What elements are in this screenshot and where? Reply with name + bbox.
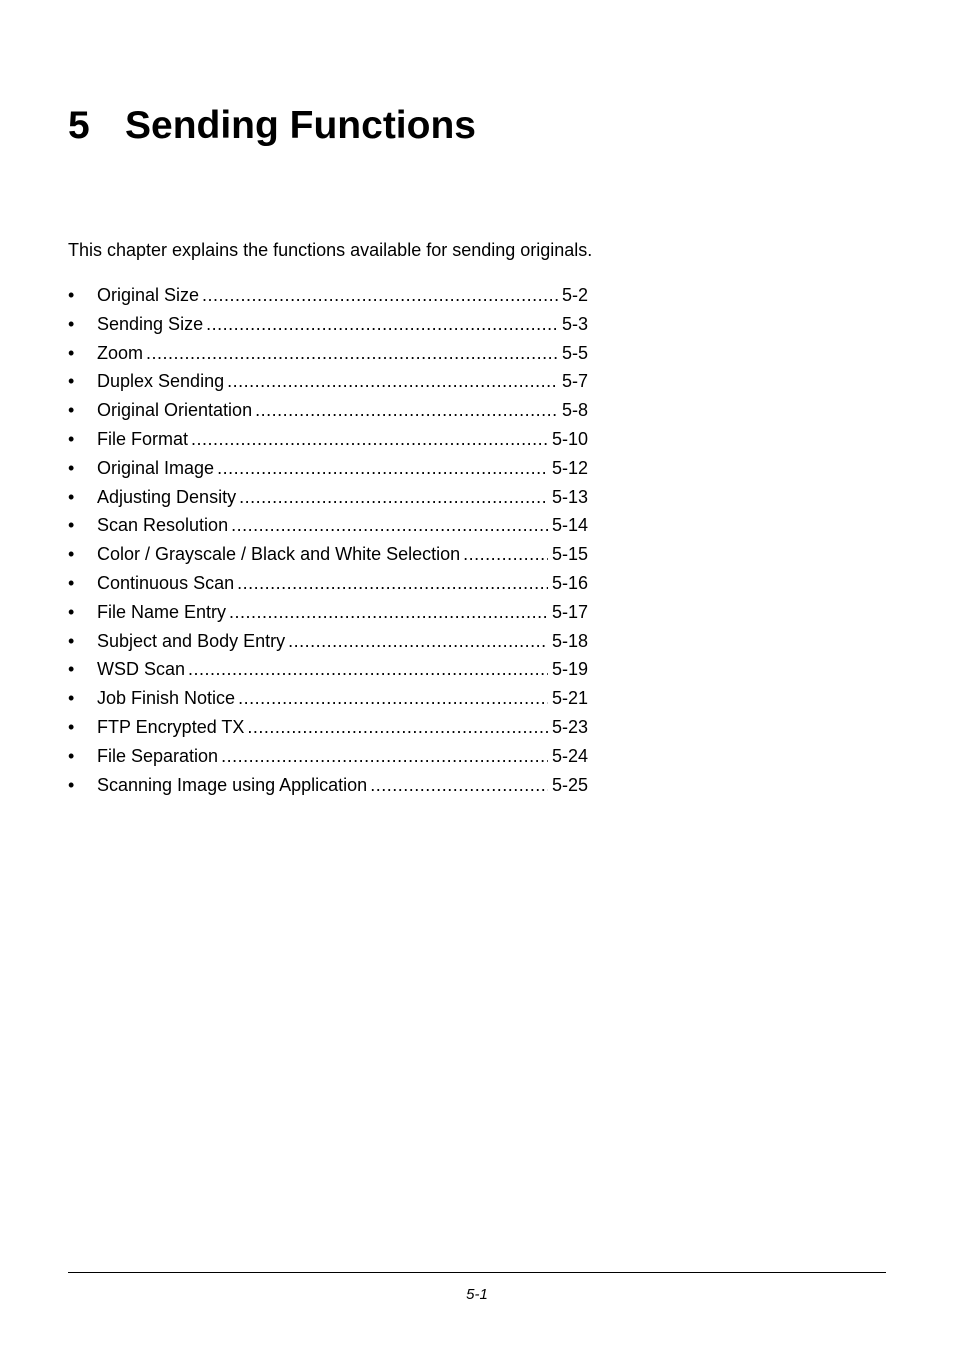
toc-item-job-finish-notice[interactable] [68,685,588,714]
dot-leader [239,484,548,510]
toc-item-zoom[interactable] [68,340,588,369]
toc-item-page[interactable]: 5-23 [551,716,588,737]
dot-leader [217,455,548,481]
bullet: • [68,313,75,334]
bullet: • [68,716,75,737]
toc-item-title[interactable]: Original Orientation [97,400,253,421]
toc-item-title[interactable]: Scan Resolution [97,515,229,536]
bullet: • [68,774,75,795]
dot-leader [237,570,548,596]
toc-item-title[interactable]: Job Finish Notice [97,688,236,709]
chapter-heading [68,98,476,154]
bullet: • [68,342,75,363]
toc-item-subject-body-entry[interactable] [68,628,588,657]
toc-item-title[interactable]: Duplex Sending [97,371,225,392]
toc-item-original-image[interactable] [68,455,588,484]
toc-item-file-format[interactable] [68,426,588,455]
bullet: • [68,544,75,565]
dot-leader [221,743,548,769]
toc-item-title[interactable]: File Name Entry [97,601,227,622]
toc-item-page[interactable]: 5-5 [561,342,588,363]
bullet: • [68,371,75,392]
toc-item-page[interactable]: 5-8 [561,400,588,421]
toc-item-page[interactable]: 5-24 [551,745,588,766]
toc-item-ftp-encrypted-tx[interactable] [68,714,588,743]
toc-item-sending-size[interactable] [68,311,588,340]
page-number: 5-1 [466,1286,488,1303]
dot-leader [146,340,558,366]
dot-leader [188,656,548,682]
dot-leader [288,628,548,654]
bullet: • [68,457,75,478]
toc-item-title[interactable]: Color / Grayscale / Black and White Selection [97,544,461,565]
bullet: • [68,400,75,421]
footer-divider [68,1272,886,1273]
bullet: • [68,630,75,651]
toc-item-page[interactable]: 5-16 [551,572,588,593]
toc-item-title[interactable]: Original Image [97,457,215,478]
toc-item-title[interactable]: FTP Encrypted TX [97,716,245,737]
toc-item-scan-resolution[interactable] [68,512,588,541]
bullet: • [68,572,75,593]
bullet: • [68,745,75,766]
toc-item-page[interactable]: 5-17 [551,601,588,622]
bullet: • [68,688,75,709]
dot-leader [370,772,548,798]
toc-item-page[interactable]: 5-13 [551,486,588,507]
toc-item-wsd-scan[interactable] [68,656,588,685]
toc-item-title[interactable]: Continuous Scan [97,572,235,593]
dot-leader [231,512,548,538]
toc-item-title[interactable]: Original Size [97,285,200,305]
toc-item-page[interactable]: 5-15 [551,544,588,565]
chapter-title: Sending Functions [125,104,476,147]
toc-item-color-selection[interactable] [68,541,588,570]
toc-item-title[interactable]: Scanning Image using Application [97,774,368,795]
toc-item-page[interactable]: 5-2 [561,285,588,305]
dot-leader [191,426,548,452]
toc-item-page[interactable]: 5-18 [551,630,588,651]
dot-leader [229,599,548,625]
toc-item-title[interactable]: Zoom [97,342,144,363]
toc-item-title[interactable]: Sending Size [97,313,204,334]
toc-item-page[interactable]: 5-25 [551,774,588,795]
toc-item-page[interactable]: 5-7 [561,371,588,392]
toc-item-scanning-image-application[interactable] [68,772,588,801]
dot-leader [202,282,558,308]
toc-item-page[interactable]: 5-21 [551,688,588,709]
toc-item-original-orientation[interactable] [68,397,588,426]
toc-item-file-separation[interactable] [68,743,588,772]
dot-leader [227,368,558,394]
toc-item-adjusting-density[interactable] [68,484,588,513]
toc-item-page[interactable]: 5-14 [551,515,588,536]
toc-item-page[interactable]: 5-10 [551,428,588,449]
dot-leader [206,311,558,337]
dot-leader [463,541,548,567]
bullet: • [68,285,75,305]
toc-item-duplex-sending[interactable] [68,368,588,397]
dot-leader [247,714,548,740]
toc-item-page[interactable]: 5-12 [551,457,588,478]
toc-item-title[interactable]: File Format [97,428,189,449]
bullet: • [68,659,75,680]
bullet: • [68,428,75,449]
chapter-intro: This chapter explains the functions available for sending originals. [68,240,593,260]
bullet: • [68,601,75,622]
toc-item-title[interactable]: Adjusting Density [97,486,237,507]
toc-item-title[interactable]: WSD Scan [97,659,186,680]
toc-item-original-size[interactable] [68,282,588,311]
dot-leader [255,397,558,423]
toc-item-continuous-scan[interactable] [68,570,588,599]
toc-item-title[interactable]: Subject and Body Entry [97,630,286,651]
toc-item-page[interactable]: 5-19 [551,659,588,680]
dot-leader [238,685,548,711]
table-of-contents [68,282,588,800]
chapter-number: 5 [68,104,90,147]
toc-item-title[interactable]: File Separation [97,745,219,766]
toc-item-file-name-entry[interactable] [68,599,588,628]
bullet: • [68,486,75,507]
bullet: • [68,515,75,536]
toc-item-page[interactable]: 5-3 [561,313,588,334]
